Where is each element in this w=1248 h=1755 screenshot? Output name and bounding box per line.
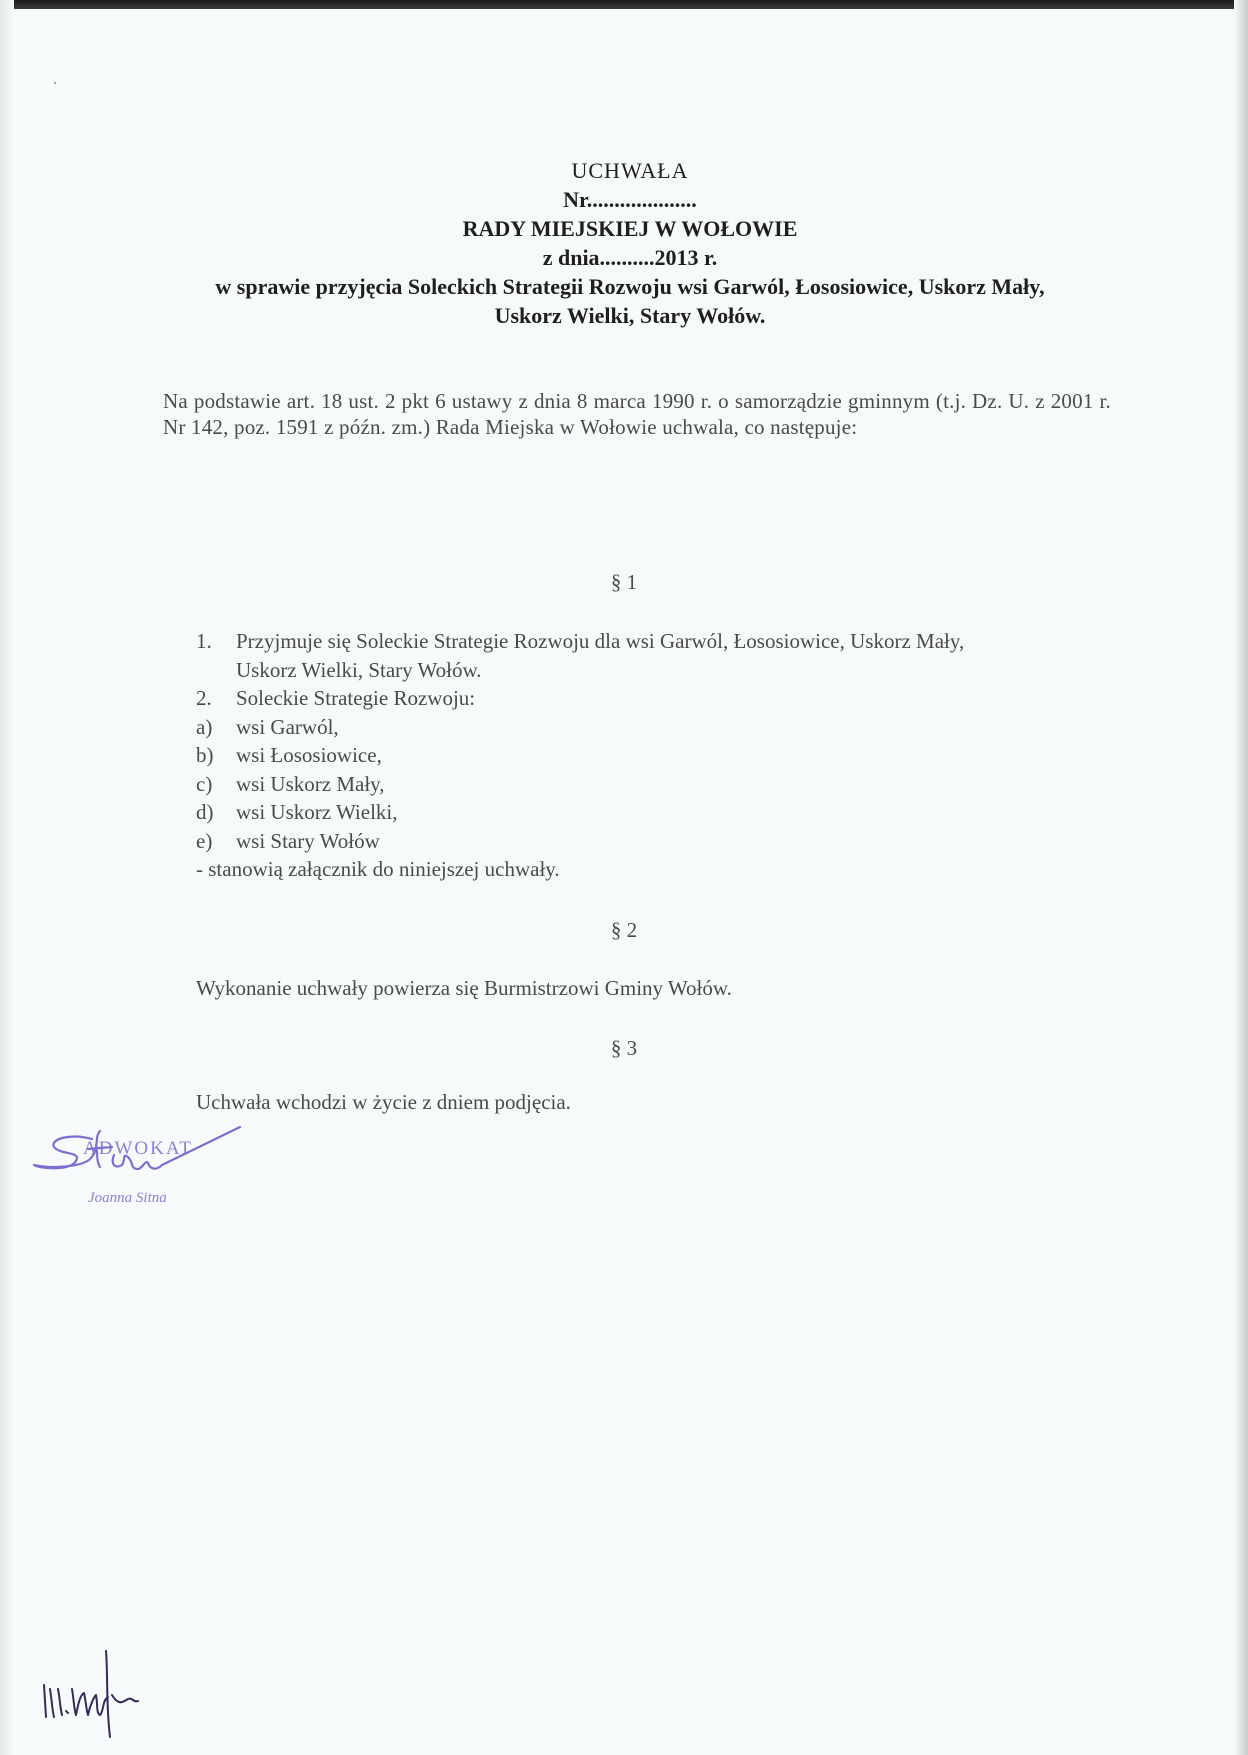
- sub-list-item: [196, 827, 1116, 856]
- sub-list-item-text: wsi Garwól,: [236, 714, 339, 739]
- sub-list-item-text: wsi Stary Wołów: [236, 828, 380, 853]
- council-name: RADY MIEJSKIEJ W WOŁOWIE: [462, 216, 798, 241]
- sub-list-item: [196, 770, 1116, 799]
- sub-list-item-text: wsi Łososiowice,: [236, 743, 382, 767]
- sub-list-item-marker: a): [196, 714, 213, 739]
- handwritten-initials: [38, 1645, 148, 1740]
- list-item: [196, 627, 1116, 684]
- list-item-text: Soleckie Strategie Rozwoju:: [236, 686, 476, 710]
- section-1-list: [196, 627, 1116, 884]
- sub-list-item: [196, 713, 1116, 742]
- document-header: [150, 156, 1110, 330]
- list-item-marker: 2.: [196, 686, 212, 710]
- section-2-heading: § 2: [610, 918, 638, 942]
- subject-line-1: w sprawie przyjęcia Soleckich Strategii Rozwoju wsi Garwól, Łososiowice, Uskorz Mały,: [215, 274, 1045, 299]
- stamp-title: ADWOKAT: [83, 1138, 194, 1159]
- scan-left-edge: [0, 0, 14, 1755]
- list-item-text: Uskorz Wielki, Stary Wołów.: [236, 657, 482, 682]
- scan-speck: [54, 82, 56, 84]
- stamp-name: Joanna Sitna: [88, 1190, 167, 1206]
- sub-list-item-marker: b): [196, 743, 214, 767]
- sub-list-item-text: wsi Uskorz Wielki,: [236, 800, 398, 824]
- resolution-number: Nr....................: [563, 187, 697, 212]
- legal-basis-paragraph: Na podstawie art. 18 ust. 2 pkt 6 ustawy z dnia 8 marca 1990 r. o samorządzie gminnym (t.j. Dz. U. z 2001 r. Nr 142, poz. 1591 z późn. zm.) Rada Miejska w Wołowie uchwala, co następuje:: [163, 389, 1111, 439]
- list-closing-text: - stanowią załącznik do niniejszej uchwały.: [196, 857, 560, 881]
- list-item: [196, 684, 1116, 713]
- section-1-heading: § 1: [610, 570, 638, 594]
- scan-right-edge: [1234, 0, 1248, 1755]
- sub-list-item-marker: e): [196, 828, 213, 853]
- section-3-heading: § 3: [610, 1036, 638, 1060]
- section-2-text: Wykonanie uchwały powierza się Burmistrzowi Gminy Wołów.: [196, 976, 732, 1000]
- scan-top-edge: [0, 0, 1248, 9]
- sub-list-item: [196, 798, 1116, 827]
- list-item-text: Przyjmuje się Soleckie Strategie Rozwoju dla wsi Garwól, Łososiowice, Uskorz Mały,: [236, 629, 965, 653]
- subject-line-2: Uskorz Wielki, Stary Wołów.: [494, 303, 766, 328]
- list-item-marker: 1.: [196, 629, 212, 653]
- section-3-text: Uchwała wchodzi w życie z dniem podjęcia.: [196, 1090, 571, 1114]
- document-title: UCHWAŁA: [571, 158, 689, 183]
- sub-list-item: [196, 741, 1116, 770]
- sub-list-item-text: wsi Uskorz Mały,: [236, 771, 385, 796]
- sub-list-item-marker: c): [196, 771, 213, 796]
- sub-list-item-marker: d): [196, 800, 214, 824]
- resolution-date: z dnia..........2013 r.: [542, 245, 718, 270]
